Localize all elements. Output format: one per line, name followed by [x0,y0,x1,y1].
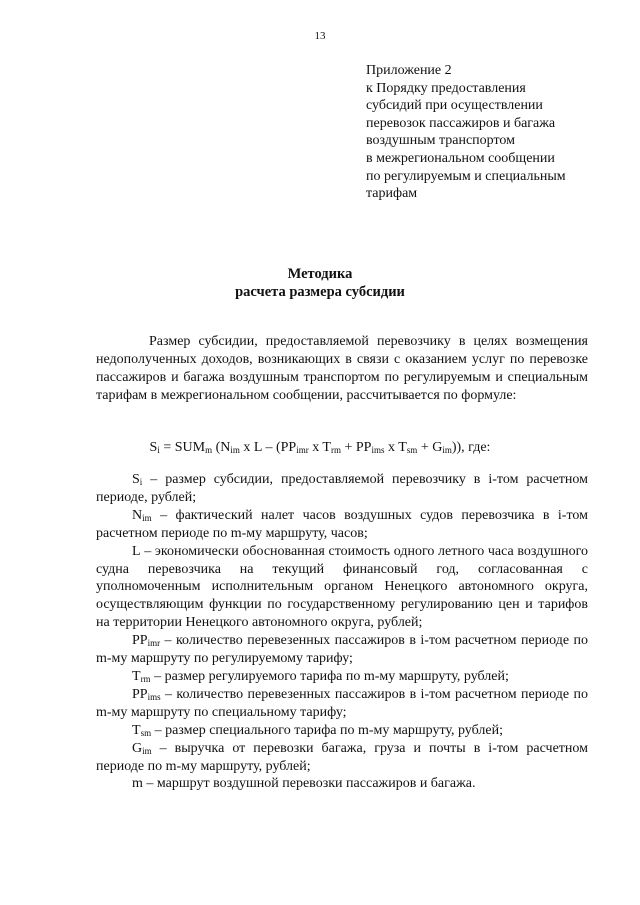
page-number: 13 [314,30,326,42]
definition-item: m – маршрут воздушной перевозки пассажиров и багажа. [132,776,476,792]
title-line-1: Методика [287,266,353,282]
appendix-line: Приложение 2 [366,63,452,78]
definition-item: $G_{im}$ – выручка от перевозки багажа, груза и почты в i-том расчетном периоде по m-му маршруту, рублей; [96,740,588,774]
definition-item: $T_{sm}$ – размер специального тарифа по m-му маршруту, рублей; [132,722,503,738]
definition-item: $PP_{ims}$ – количество перевезенных пассажиров в i-том расчетном периоде по m-му маршруту по специальному тарифу; [96,686,588,720]
appendix-line: субсидий при осуществлении [366,98,543,114]
appendix-line: перевозок пассажиров и багажа [366,115,556,131]
subsidy-formula: $S_i = SUM_m$ ($N_{im}$ x L – ($PP_{imr}$ x $T_{rm} + PP_{ims}$ x $T_{sm} + G_{im}$)), где: [149,440,491,455]
definition-item: $N_{im}$ – фактический налет часов воздушных судов перевозчика в i-том расчетном периоде по m-му маршруту, часов; [96,507,588,541]
document-title [0,265,640,301]
definition-item: $S_i$ – размер субсидии, предоставляемой перевозчику в i-том расчетном периоде, рублей; [96,472,588,505]
definition-item: $T_{rm}$ – размер регулируемого тарифа по m-му маршруту, рублей; [132,668,509,684]
definition-item: L – экономически обоснованная стоимость одного летного часа воздушного судна перевозчика на текущий финансовый год, согласованная с уполномоченным исполнительным органом Ненецкого автономного округа, осуществляющим функции по государственному регулированию цен и тарифов на территории Ненецкого автономного округа, рублей; [96,543,588,631]
title-line-2: расчета размера субсидии [235,284,405,300]
appendix-line: по регулируемым и специальным [366,168,566,184]
appendix-line: тарифам [366,186,418,202]
appendix-heading [366,62,626,203]
appendix-line: к Порядку предоставления [366,80,526,96]
definitions-list [96,471,588,793]
intro-paragraph: Размер субсидии, предоставляемой перевозчику в целях возмещения недополученных доходов, возникающих в связи с оказанием услуг по перевозке пассажиров и багажа воздушным транспортом по регулируемым и специальным тарифам в межрегиональном сообщении, рассчитывается по формуле: [96,334,588,403]
appendix-line: воздушным транспортом [366,133,515,149]
appendix-line: в межрегиональном сообщении [366,150,555,166]
definition-item: $PP_{imr}$ – количество перевезенных пассажиров в i-том расчетном периоде по m-му маршруту по регулируемому тарифу; [96,633,588,667]
